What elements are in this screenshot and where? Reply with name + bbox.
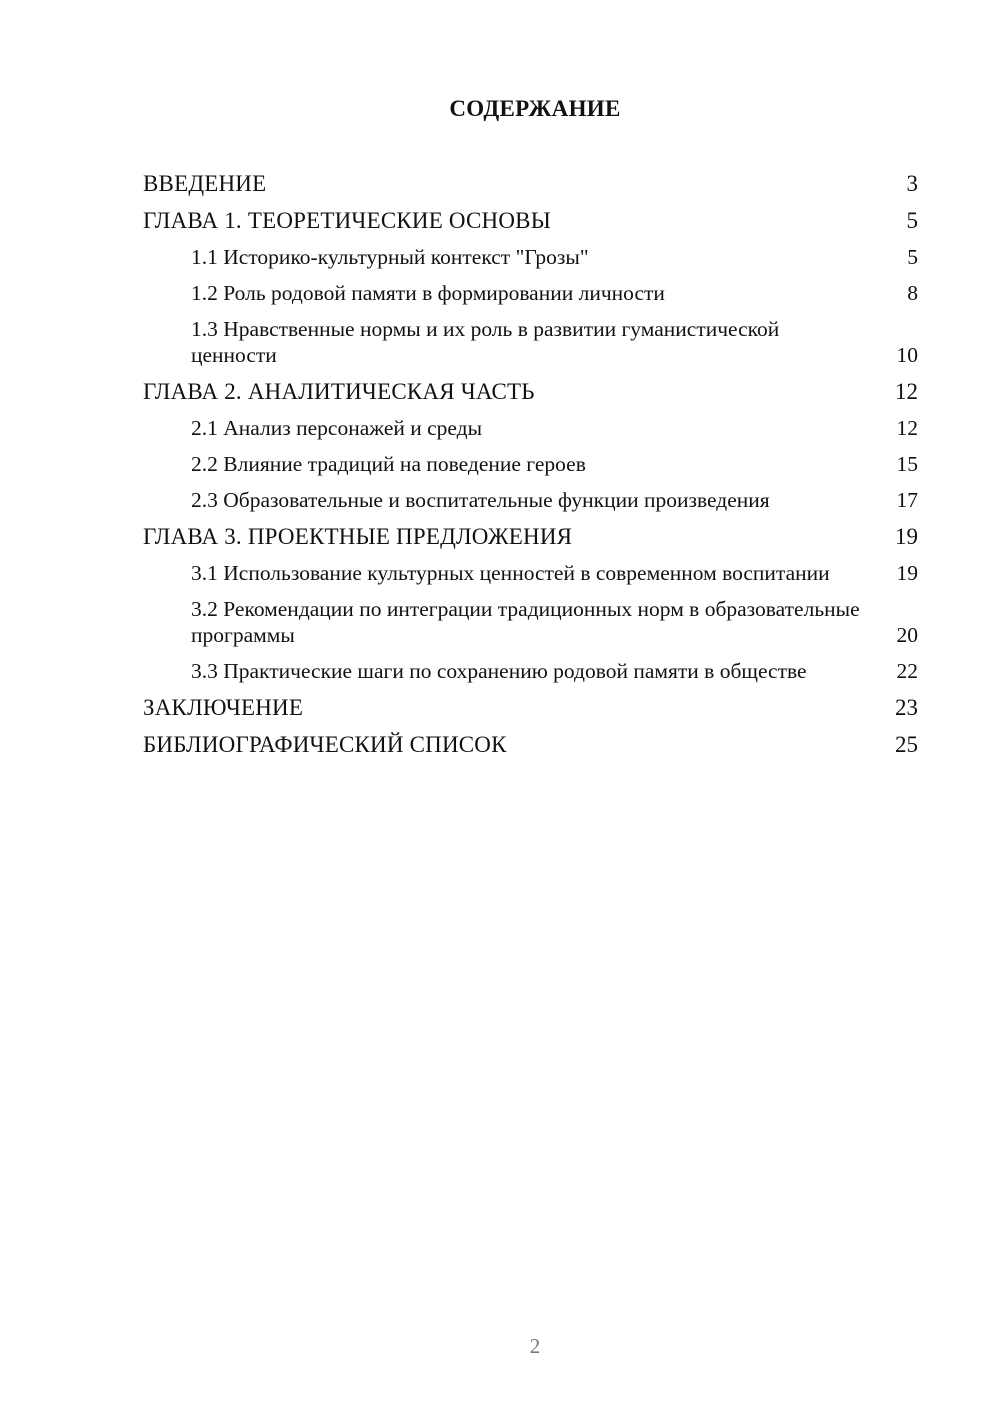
toc-entry-page: 20 bbox=[896, 623, 918, 647]
table-of-contents bbox=[143, 170, 918, 768]
toc-entry-label: ГЛАВА 3. ПРОЕКТНЫЕ ПРЕДЛОЖЕНИЯ bbox=[143, 524, 573, 549]
toc-entry-page: 23 bbox=[895, 695, 918, 720]
toc-entry-label: 3.3 Практические шаги по сохранению родовой памяти в обществе bbox=[191, 659, 807, 683]
toc-entry-section-1-3[interactable] bbox=[143, 316, 918, 368]
toc-entry-section-2-2[interactable] bbox=[143, 451, 918, 477]
toc-entry-page: 15 bbox=[896, 452, 918, 476]
toc-entry-label: ГЛАВА 1. ТЕОРЕТИЧЕСКИЕ ОСНОВЫ bbox=[143, 208, 551, 233]
toc-entry-label: 2.1 Анализ персонажей и среды bbox=[191, 416, 483, 440]
toc-entry-label: 1.2 Роль родовой памяти в формировании личности bbox=[191, 281, 665, 305]
toc-entry-label: ВВЕДЕНИЕ bbox=[143, 171, 267, 196]
toc-entry-chapter-2[interactable] bbox=[143, 378, 918, 405]
toc-entry-page: 5 bbox=[907, 245, 918, 269]
toc-entry-bibliography[interactable] bbox=[143, 731, 918, 758]
page-number: 2 bbox=[529, 1334, 541, 1358]
toc-entry-label: 3.1 Использование культурных ценностей в современном воспитании bbox=[191, 561, 830, 585]
toc-entry-section-3-2[interactable] bbox=[143, 596, 918, 648]
toc-entry-section-1-2[interactable] bbox=[143, 280, 918, 306]
toc-entry-label: 1.3 Нравственные нормы и их роль в развитии гуманистической ценности bbox=[191, 317, 780, 367]
toc-entry-label: 1.1 Историко-культурный контекст "Грозы" bbox=[191, 245, 589, 269]
toc-entry-section-2-3[interactable] bbox=[143, 487, 918, 513]
toc-entry-conclusion[interactable] bbox=[143, 694, 918, 721]
toc-entry-introduction[interactable] bbox=[143, 170, 918, 197]
toc-entry-chapter-1[interactable] bbox=[143, 207, 918, 234]
toc-entry-page: 22 bbox=[896, 659, 918, 683]
toc-entry-page: 25 bbox=[895, 732, 918, 757]
toc-entry-page: 12 bbox=[895, 379, 918, 404]
toc-entry-label: 2.3 Образовательные и воспитательные функции произведения bbox=[191, 488, 770, 512]
toc-entry-section-3-1[interactable] bbox=[143, 560, 918, 586]
toc-entry-page: 12 bbox=[896, 416, 918, 440]
toc-entry-page: 10 bbox=[896, 343, 918, 367]
toc-entry-chapter-3[interactable] bbox=[143, 523, 918, 550]
page-title: СОДЕРЖАНИЕ bbox=[449, 96, 621, 121]
toc-entry-section-3-3[interactable] bbox=[143, 658, 918, 684]
toc-entry-label: ЗАКЛЮЧЕНИЕ bbox=[143, 695, 304, 720]
toc-entry-page: 5 bbox=[906, 208, 918, 233]
toc-entry-page: 17 bbox=[896, 488, 918, 512]
toc-entry-label: 3.2 Рекомендации по интеграции традиционных норм в образовательные программы bbox=[191, 597, 860, 647]
toc-entry-label: 2.2 Влияние традиций на поведение героев bbox=[191, 452, 586, 476]
toc-entry-page: 19 bbox=[895, 524, 918, 549]
toc-entry-section-2-1[interactable] bbox=[143, 415, 918, 441]
toc-entry-section-1-1[interactable] bbox=[143, 244, 918, 270]
toc-entry-page: 19 bbox=[896, 561, 918, 585]
toc-entry-label: ГЛАВА 2. АНАЛИТИЧЕСКАЯ ЧАСТЬ bbox=[143, 379, 535, 404]
toc-entry-label: БИБЛИОГРАФИЧЕСКИЙ СПИСОК bbox=[143, 732, 507, 757]
toc-entry-page: 3 bbox=[906, 171, 918, 196]
toc-entry-page: 8 bbox=[907, 281, 918, 305]
